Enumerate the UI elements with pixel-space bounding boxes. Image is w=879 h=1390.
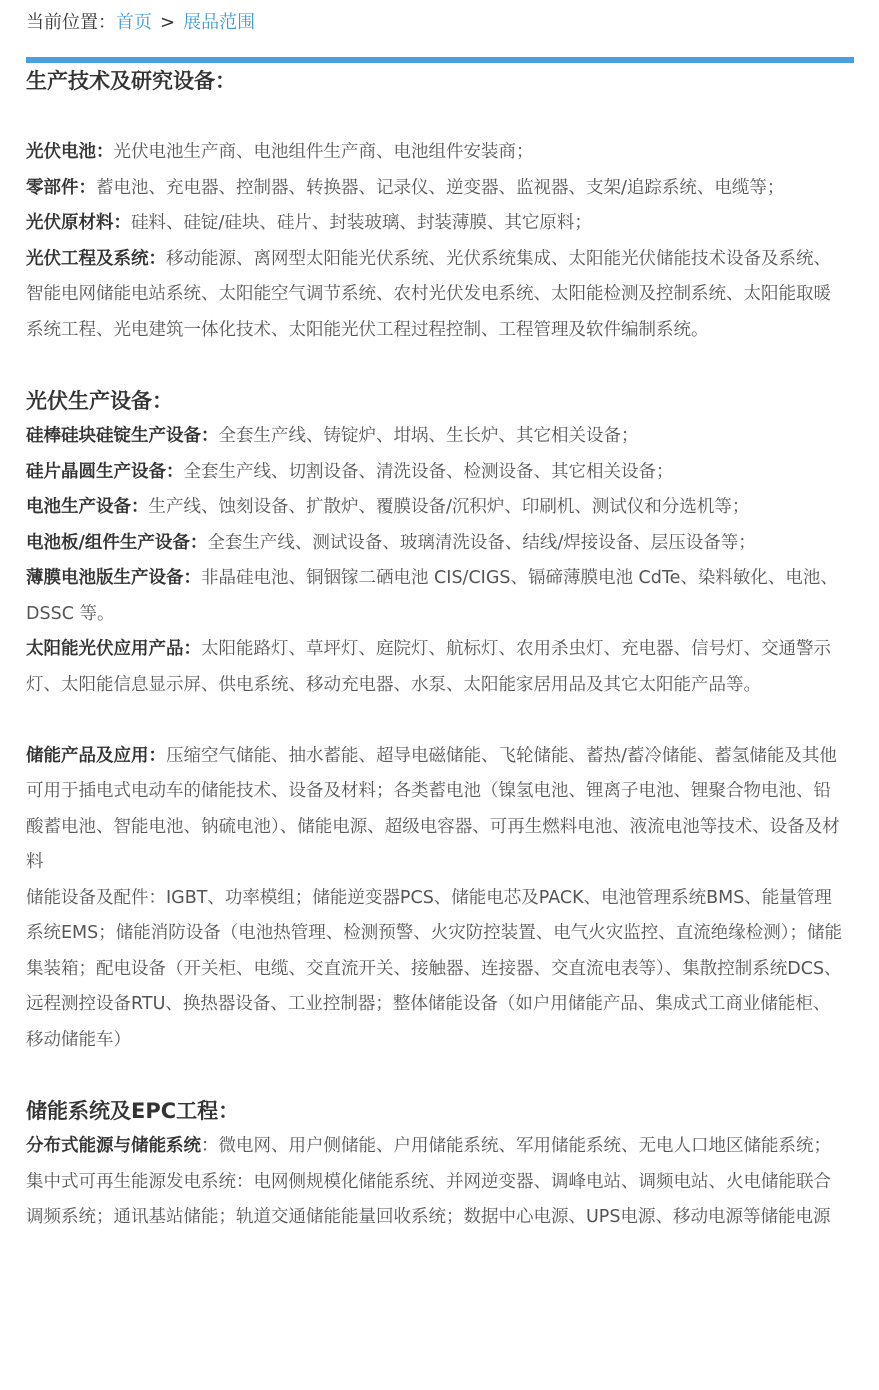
item-label: 零部件：: [26, 177, 96, 198]
item-label: 光伏工程及系统：: [26, 248, 166, 269]
section-heading-production-equipment: 生产技术及研究设备：: [26, 69, 236, 93]
item-label: 储能产品及应用：: [26, 745, 166, 766]
item-label: 硅片晶圆生产设备：: [26, 461, 184, 482]
item-text: 光伏电池生产商、电池组件生产商、电池组件安装商；: [113, 142, 534, 162]
item-text: 太阳能路灯、草坪灯、庭院灯、航标灯、农用杀虫灯、充电器、信号灯、交通警示灯、太阳能信息显示屏、供电系统、移动充电器、水泵、太阳能家居用品及其它太阳能产品等。: [26, 639, 831, 695]
item-text: 非晶硅电池、铜铟镓二硒电池 CIS/CIGS、镉碲薄膜电池 CdTe、染料敏化、电池、DSSC 等。: [26, 568, 838, 624]
list-item: [26, 632, 846, 703]
title-divider-bar: [26, 57, 854, 63]
item-text: 硅料、硅锭/硅块、硅片、封装玻璃、封装薄膜、其它原料；: [131, 213, 592, 233]
breadcrumb-home-link[interactable]: 首页: [116, 12, 152, 33]
item-text: 移动能源、离网型太阳能光伏系统、光伏系统集成、太阳能光伏储能技术设备及系统、智能电网储能电站系统、太阳能空气调节系统、农村光伏发电系统、太阳能检测及控制系统、太阳能取暖系统工程、光电建筑一体化技术、太阳能光伏工程过程控制、工程管理及软件编制系统。: [26, 248, 831, 340]
item-label: 太阳能光伏应用产品：: [26, 639, 201, 659]
breadcrumb-separator: >: [160, 12, 176, 33]
item-text: 全套生产线、测试设备、玻璃清洗设备、结线/焊接设备、层压设备等；: [207, 532, 756, 553]
item-text: ：微电网、用户侧储能、户用储能系统、军用储能系统、无电人口地区储能系统； 集中式可再生能源发电系统：电网侧规模化储能系统、并网逆变器、调峰电站、调频电站、火电储能联合调频系统；通讯基站储能；轨道交通储能能量回收系统；数据中心电源、UPS电源、移动电源等储能电源: [26, 1136, 831, 1227]
item-label: 分布式能源与储能系统: [26, 1136, 201, 1156]
item-text: 全套生产线、铸锭炉、坩埚、生长炉、其它相关设备；: [218, 426, 639, 446]
list-item: [26, 206, 846, 242]
breadcrumb-current-link[interactable]: 展品范围: [183, 12, 256, 33]
list-item: [26, 242, 846, 349]
section-heading-storage-epc: 储能系统及EPC工程：: [26, 1098, 240, 1123]
item-text: 蓄电池、充电器、控制器、转换器、记录仪、逆变器、监视器、支架/追踪系统、电缆等；: [96, 177, 785, 198]
item-label: 光伏原材料：: [26, 213, 131, 233]
list-item: [26, 419, 846, 455]
item-text: 生产线、蚀刻设备、扩散炉、覆膜设备/沉积炉、印刷机、测试仪和分选机等；: [148, 497, 750, 517]
list-item: [26, 171, 846, 207]
list-item: [26, 455, 846, 491]
exhibit-scope-content: [26, 64, 846, 1236]
list-item: [26, 1129, 846, 1236]
plain-paragraph: 储能设备及配件：IGBT、功率模组；储能逆变器PCS、储能电芯及PACK、电池管理系统BMS、能量管理系统EMS；储能消防设备（电池热管理、检测预警、火灾防控装置、电气火灾监控、直流绝缘检测）；储能集装箱；配电设备（开关柜、电缆、交直流开关、接触器、连接器、交直流电表等）、集散控制系统DCS、远程测控设备RTU、换热器设备、工业控制器；整体储能设备（如户用储能产品、集成式工商业储能柜、移动储能车）: [26, 887, 843, 1050]
item-label: 电池生产设备：: [26, 497, 149, 517]
list-item: [26, 739, 846, 881]
breadcrumb-prefix: 当前位置：: [26, 12, 116, 33]
item-text: 压缩空气储能、抽水蓄能、超导电磁储能、飞轮储能、蓄热/蓄冷储能、蓄氢储能及其他可用于插电式电动车的储能技术、设备及材料；各类蓄电池（镍氢电池、锂离子电池、锂聚合物电池、铅酸蓄电池、智能电池、钠硫电池）、储能电源、超级电容器、可再生燃料电池、液流电池等技术、设备及材料: [26, 745, 840, 872]
item-label: 电池板/组件生产设备：: [26, 532, 208, 553]
item-label: 薄膜电池版生产设备：: [26, 568, 201, 588]
list-item: [26, 135, 846, 171]
list-item: [26, 490, 846, 526]
section-heading-pv-production-equipment: 光伏生产设备：: [26, 388, 173, 413]
item-label: 硅棒硅块硅锭生产设备：: [26, 426, 219, 446]
item-label: 光伏电池：: [26, 142, 114, 162]
breadcrumb: [26, 10, 255, 36]
list-item: [26, 561, 846, 632]
item-text: 全套生产线、切割设备、清洗设备、检测设备、其它相关设备；: [183, 461, 674, 482]
list-item: [26, 526, 846, 562]
